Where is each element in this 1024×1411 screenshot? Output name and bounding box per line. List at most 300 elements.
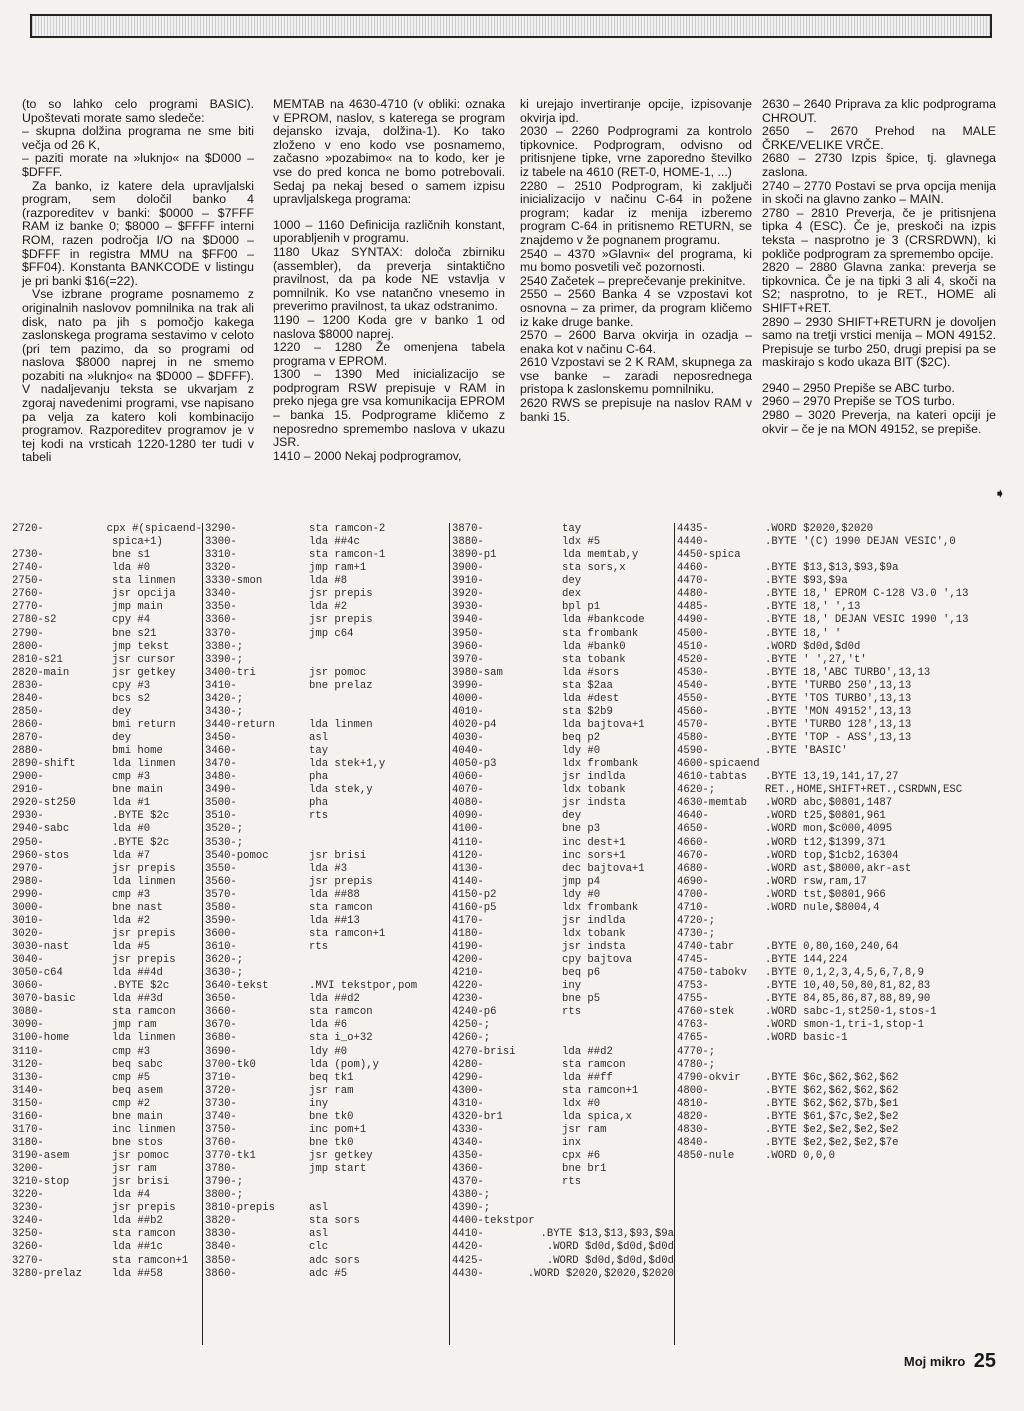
article-column-4 — [762, 98, 996, 436]
instruction: .BYTE 18,' EPROM C-128 V3.0 ',13 — [765, 588, 969, 601]
instruction: lda #bank0 — [562, 640, 626, 653]
article-paragraph: 2610 Vzpostavi se 2 K RAM, skupnega za vse banke – zaradi neposrednega pristopa k zaslonskemu pomnilniku. — [520, 355, 752, 397]
instruction: ldy #0 — [562, 888, 601, 901]
line-number: 3580- — [205, 901, 237, 914]
line-number: 3630-; — [205, 967, 244, 980]
line-number: 4020-p4 — [452, 718, 497, 731]
instruction: pha — [309, 771, 329, 784]
instruction: jsr indlda — [562, 914, 626, 927]
line-number: 3960- — [452, 640, 484, 653]
instruction: tay — [562, 523, 582, 535]
listing-line — [452, 1046, 674, 1059]
line-number: 2980- — [12, 875, 44, 888]
instruction: jsr prepis — [112, 927, 176, 940]
instruction: .WORD top,$1cb2,16304 — [765, 849, 899, 862]
instruction: .WORD rsw,ram,17 — [765, 875, 867, 888]
listing-line — [677, 1006, 982, 1019]
line-number: 2810-s21 — [12, 653, 63, 666]
instruction: ldx tobank — [562, 784, 626, 797]
article-paragraph: 1220 – 1280 Že omenjena tabela programa v EPROM. — [273, 340, 505, 368]
instruction: beq p2 — [562, 732, 601, 744]
listing-line — [677, 823, 982, 836]
listing-line — [12, 523, 202, 536]
line-number: 2760- — [12, 588, 44, 601]
line-number: 3860- — [205, 1267, 237, 1280]
listing-line — [677, 889, 982, 902]
instruction: jsr cursor — [112, 653, 176, 666]
instruction: sta frombank — [562, 627, 639, 640]
listing-line — [205, 837, 449, 850]
instruction: jsr prepis — [112, 1202, 176, 1215]
listing-line — [452, 523, 674, 536]
line-number: 4270-brisi — [452, 1045, 516, 1058]
line-number: 3290- — [205, 523, 237, 535]
listing-line — [12, 641, 202, 654]
instruction: lda #1 — [112, 797, 151, 810]
listing-line — [205, 1006, 449, 1019]
line-number: 4150-p2 — [452, 888, 497, 901]
listing-line — [205, 732, 449, 745]
listing-line — [12, 719, 202, 732]
instruction: jsr ram — [309, 1084, 354, 1097]
listing-line — [205, 706, 449, 719]
page-header-bar — [30, 14, 992, 38]
instruction: beq sabc — [112, 1058, 163, 1071]
listing-line — [12, 915, 202, 928]
listing-line — [205, 1241, 449, 1254]
line-number: 4690- — [677, 875, 709, 888]
line-number: 3130- — [12, 1071, 44, 1084]
line-number: 3790-; — [205, 1176, 244, 1189]
line-number: 3640-tekst — [205, 980, 269, 993]
listing-line — [452, 837, 674, 850]
instruction: ldy #0 — [309, 1045, 348, 1058]
line-number: 4730-; — [677, 927, 716, 940]
article-paragraph: MEMTAB na 4630-4710 (v obliki: oznaka v EPROM, naslov, s katerega se program dejansko izvaja, dolžina-1). Ko tako zloženo v eno kodo vse posnamemo, začasno »pozabimo« na to kodo, ker je vse do pred konca ne bomo potrebovali. Sedaj pa nekaj besed o samem izpisu upravljalskega programa: — [273, 97, 505, 207]
article-paragraph: – skupna dolžina programa ne sme biti večja od 26 K, — [22, 124, 254, 152]
instruction: lda #dest — [562, 692, 620, 705]
listing-line — [12, 954, 202, 967]
line-number: 4435- — [677, 523, 709, 535]
listing-line — [677, 810, 982, 823]
line-number: 4220- — [452, 980, 484, 993]
instruction: iny — [562, 980, 582, 993]
line-number: 3690- — [205, 1045, 237, 1058]
line-number: 3330-smon — [205, 575, 263, 588]
line-number: 4520- — [677, 653, 709, 666]
instruction: .BYTE 18,' DEJAN VESIC 1990 ',13 — [765, 614, 969, 627]
listing-line — [205, 954, 449, 967]
line-number: 3470- — [205, 758, 237, 771]
instruction: lda ##d2 — [562, 1045, 613, 1058]
line-number: 3680- — [205, 1032, 237, 1045]
listing-line — [677, 667, 982, 680]
line-number: 2910- — [12, 784, 44, 797]
listing-line — [677, 1124, 982, 1137]
instruction: bne p5 — [562, 993, 601, 1006]
line-number: 4440- — [677, 536, 709, 549]
listing-line — [677, 980, 982, 993]
line-number: 4100- — [452, 823, 484, 836]
listing-line — [677, 1150, 982, 1163]
instruction: lda #7 — [112, 849, 151, 862]
instruction: .BYTE 'TURBO 128',13,13 — [765, 718, 912, 731]
instruction: .MVI tekstpor,pom — [309, 980, 418, 993]
listing-line — [677, 1019, 982, 1032]
line-number — [12, 536, 112, 549]
instruction: .BYTE $93,$9a — [765, 575, 848, 588]
line-number: 2720- — [12, 523, 44, 535]
article-paragraph: (to so lahko celo programi BASIC). Upoštevati morate samo sledeče: — [22, 97, 254, 125]
instruction: jsr getkey — [112, 666, 176, 679]
listing-line — [677, 601, 982, 614]
line-number: 4070- — [452, 784, 484, 797]
listing-line — [12, 667, 202, 680]
instruction: jsr indsta — [562, 941, 626, 953]
listing-line — [452, 889, 674, 902]
instruction: jmp p4 — [562, 875, 601, 888]
line-number: 3980-sam — [452, 666, 503, 679]
line-number: 4010- — [452, 705, 484, 718]
instruction: cpx #(spicaend- — [106, 523, 202, 535]
instruction: .BYTE ' ',27,'t' — [765, 653, 867, 666]
line-number: 2770- — [12, 601, 44, 614]
instruction: bne stos — [112, 1136, 163, 1149]
listing-line — [452, 863, 674, 876]
instruction: inc sors+1 — [562, 849, 626, 862]
listing-line — [205, 1255, 449, 1268]
listing-line — [12, 1215, 202, 1228]
listing-line — [205, 680, 449, 693]
instruction: lda ##58 — [112, 1267, 163, 1280]
line-number: 3530-; — [205, 836, 244, 849]
instruction: cpx #6 — [562, 1150, 601, 1162]
listing-line — [205, 889, 449, 902]
line-number: 3350- — [205, 601, 237, 614]
instruction: bne br1 — [562, 1163, 607, 1176]
article-paragraph: 2540 Začetek – preprečevanje prekinitve. — [520, 273, 746, 288]
line-number: 4840- — [677, 1136, 709, 1149]
line-number: 3890-p1 — [452, 549, 497, 562]
article-paragraph: 1300 – 1390 Med inicializacijo se podprogram RSW prepisuje v RAM in preko njega gre vsa komunikacija EPROM – banka 15. Podprograme kličemo z neposredno spremembo naslova v ukazu JSR. — [273, 367, 505, 450]
line-number: 4770-; — [677, 1045, 716, 1058]
line-number: 3970- — [452, 653, 484, 666]
line-number: 3060- — [12, 980, 44, 993]
line-number: 2990- — [12, 888, 44, 901]
instruction: lda linmen — [112, 758, 176, 771]
listing-line — [205, 562, 449, 575]
page-footer — [904, 1350, 996, 1373]
instruction: .BYTE 'MON 49152',13,13 — [765, 705, 912, 718]
listing-line — [12, 549, 202, 562]
instruction: dey — [112, 705, 132, 718]
instruction: .WORD $d0d,$d0d,$d0d — [546, 1254, 674, 1267]
listing-line — [677, 654, 982, 667]
line-number: 4050-p3 — [452, 758, 497, 771]
instruction: lda memtab,y — [562, 549, 639, 562]
instruction: sta ramcon+1 — [309, 927, 386, 940]
line-number: 2830- — [12, 679, 44, 692]
article-paragraph: 2550 – 2560 Banka 4 se vzpostavi kot osnovna – za primer, da program kličemo iz kake druge banke. — [520, 287, 752, 329]
instruction: jsr brisi — [112, 1176, 170, 1189]
instruction: dey — [562, 810, 582, 823]
listing-line — [452, 719, 674, 732]
line-number: 4280- — [452, 1058, 484, 1071]
instruction: lda #4 — [112, 1189, 151, 1202]
listing-line — [205, 654, 449, 667]
line-number: 4810- — [677, 1097, 709, 1110]
listing-line — [205, 928, 449, 941]
article-paragraph: 2030 – 2260 Podprogrami za kontrolo tipkovnice. Podprogram, odvisno od pritisnjene tipke, vrne zaporedno številko iz tabele na 4610 (RET-0, HOME-1, ...) — [520, 124, 752, 179]
listing-line — [677, 588, 982, 601]
instruction: .BYTE $61,$7c,$e2,$e2 — [765, 1110, 899, 1123]
line-number: 4570- — [677, 718, 709, 731]
line-number: 3700-tk0 — [205, 1058, 256, 1071]
line-number: 4760-stek — [677, 1006, 735, 1019]
instruction: .BYTE 'TOP - ASS',13,13 — [765, 732, 912, 744]
listing-line — [452, 1268, 674, 1281]
instruction: .WORD $d0d,$d0d — [765, 640, 861, 653]
listing-line — [452, 941, 674, 954]
listing-line — [452, 1098, 674, 1111]
line-number: 3280-prelaz — [12, 1267, 82, 1280]
line-number: 3140- — [12, 1084, 44, 1097]
listing-line — [12, 562, 202, 575]
listing-line — [452, 1255, 674, 1268]
instruction: .BYTE 18,'ABC TURBO',13,13 — [765, 666, 931, 679]
line-number: 4425- — [452, 1254, 484, 1267]
listing-line — [205, 588, 449, 601]
line-number: 3520-; — [205, 823, 244, 836]
listing-line — [12, 1006, 202, 1019]
instruction: lda #5 — [112, 941, 151, 953]
line-number: 4670- — [677, 849, 709, 862]
line-number: 4800- — [677, 1084, 709, 1097]
instruction: sta ramcon — [112, 1006, 176, 1019]
line-number: 2890-shift — [12, 758, 76, 771]
listing-line — [677, 1046, 982, 1059]
listing-line — [205, 810, 449, 823]
line-number: 3870- — [452, 523, 484, 535]
listing-line — [12, 628, 202, 641]
line-number: 3770-tk1 — [205, 1150, 256, 1162]
instruction: ldx #5 — [562, 536, 601, 549]
listing-line — [12, 1098, 202, 1111]
line-number: 3370- — [205, 627, 237, 640]
instruction: jsr prepis — [112, 954, 176, 967]
line-number: 3650- — [205, 993, 237, 1006]
line-number: 2870- — [12, 732, 44, 744]
instruction: lda #0 — [112, 823, 151, 836]
listing-line — [677, 915, 982, 928]
listing-line — [12, 850, 202, 863]
listing-line — [12, 1189, 202, 1202]
instruction: jsr opcija — [112, 588, 176, 601]
listing-line — [12, 575, 202, 588]
instruction: jsr getkey — [309, 1150, 373, 1162]
listing-column-1 — [12, 523, 203, 1345]
line-number: 3430-; — [205, 705, 244, 718]
instruction: .WORD basic-1 — [765, 1032, 848, 1045]
line-number: 2750- — [12, 575, 44, 588]
line-number: 4620-; — [677, 784, 716, 797]
listing-line — [677, 693, 982, 706]
article-paragraph: 2780 – 2810 Preverja, če je pritisnjena tipka 4 (ESC). Če je, preskoči na izpis teksta – nasprotno je 3 (CRSRDWN), ki pokliče podprogram za spremembo opcije. — [762, 205, 996, 261]
instruction: .BYTE 'TOS TURBO',13,13 — [765, 692, 912, 705]
listing-line — [677, 850, 982, 863]
listing-line — [452, 1032, 674, 1045]
listing-column-4 — [677, 523, 982, 1345]
listing-line — [12, 1163, 202, 1176]
instruction: .BYTE 'BASIC' — [765, 745, 848, 758]
line-number: 3490- — [205, 784, 237, 797]
listing-line — [205, 915, 449, 928]
line-number: 4540- — [677, 679, 709, 692]
listing-line — [12, 1059, 202, 1072]
line-number: 3480- — [205, 771, 237, 784]
instruction: lda ##4d — [112, 967, 163, 980]
listing-line — [205, 784, 449, 797]
listing-line — [677, 941, 982, 954]
instruction: sta ramcon-1 — [309, 549, 386, 562]
instruction: ldx frombank — [562, 758, 639, 771]
instruction: asl — [309, 1202, 329, 1215]
line-number: 4590- — [677, 745, 709, 758]
instruction: lda #0 — [112, 562, 151, 575]
listing-line — [452, 601, 674, 614]
instruction: beq tk1 — [309, 1071, 354, 1084]
instruction: lda #sors — [562, 666, 620, 679]
listing-line — [452, 614, 674, 627]
line-number: 3270- — [12, 1254, 44, 1267]
instruction: jsr ram — [112, 1163, 157, 1176]
instruction: cmp #2 — [112, 1097, 151, 1110]
listing-line — [205, 614, 449, 627]
instruction: lda #8 — [309, 575, 348, 588]
listing-line — [12, 1085, 202, 1098]
instruction: sta $2aa — [562, 679, 613, 692]
listing-line — [452, 993, 674, 1006]
line-number: 3050-c64 — [12, 967, 63, 980]
line-number: 4755- — [677, 993, 709, 1006]
instruction: jsr prepis — [309, 614, 373, 627]
listing-line — [12, 732, 202, 745]
line-number: 4120- — [452, 849, 484, 862]
listing-line — [12, 1072, 202, 1085]
line-number: 3750- — [205, 1123, 237, 1136]
line-number: 2970- — [12, 862, 44, 875]
line-number: 3300- — [205, 536, 237, 549]
line-number: 2790- — [12, 627, 44, 640]
line-number: 4430- — [452, 1267, 484, 1280]
listing-line — [12, 614, 202, 627]
line-number: 4460- — [677, 562, 709, 575]
line-number: 3810-prepis — [205, 1202, 275, 1215]
instruction: asl — [309, 1228, 329, 1241]
listing-line — [677, 928, 982, 941]
listing-line — [677, 1098, 982, 1111]
listing-line — [205, 1085, 449, 1098]
line-number: 3710- — [205, 1071, 237, 1084]
line-number: 3000- — [12, 901, 44, 914]
line-number: 3070-basic — [12, 993, 76, 1006]
listing-line — [205, 941, 449, 954]
instruction: .BYTE $62,$62,$7b,$e1 — [765, 1097, 899, 1110]
line-number: 4660- — [677, 836, 709, 849]
listing-line — [205, 1215, 449, 1228]
listing-line — [452, 1072, 674, 1085]
listing-line — [452, 1137, 674, 1150]
instruction: inc linmen — [112, 1123, 176, 1136]
line-number: 3420-; — [205, 692, 244, 705]
line-number: 3550- — [205, 862, 237, 875]
instruction: .WORD mon,$c000,4095 — [765, 823, 893, 836]
listing-line — [12, 1111, 202, 1124]
line-number: 3150- — [12, 1097, 44, 1110]
line-number: 3340- — [205, 588, 237, 601]
line-number: 4450-spica — [677, 549, 741, 562]
listing-line — [205, 1098, 449, 1111]
instruction: dec bajtova+1 — [562, 862, 645, 875]
instruction: cpy #3 — [112, 679, 151, 692]
listing-line — [452, 1215, 674, 1228]
listing-line — [205, 745, 449, 758]
listing-line — [12, 863, 202, 876]
instruction: rts — [309, 810, 329, 823]
line-number: 3100-home — [12, 1032, 70, 1045]
instruction: rts — [562, 1176, 582, 1189]
instruction: bne nast — [112, 901, 163, 914]
listing-line — [677, 784, 982, 797]
article-paragraph: 1000 – 1160 Definicija različnih konstant, uporabljenih v programu. — [273, 217, 505, 246]
listing-line — [12, 588, 202, 601]
line-number: 3040- — [12, 954, 44, 967]
article-paragraph: 2940 – 2950 Prepiše se ABC turbo. — [762, 380, 955, 395]
instruction: inc dest+1 — [562, 836, 626, 849]
listing-line — [205, 1111, 449, 1124]
instruction: lda linmen — [112, 1032, 176, 1045]
line-number: 4200- — [452, 954, 484, 967]
listing-line — [677, 876, 982, 889]
listing-line — [677, 1059, 982, 1072]
line-number: 4420- — [452, 1241, 484, 1254]
instruction: .WORD t12,$1399,371 — [765, 836, 886, 849]
listing-line — [205, 967, 449, 980]
listing-line — [205, 797, 449, 810]
line-number: 3800-; — [205, 1189, 244, 1202]
instruction: sta ramcon — [309, 1006, 373, 1019]
line-number: 2820-main — [12, 666, 70, 679]
magazine-name: Moj mikro — [903, 1354, 966, 1369]
listing-line — [677, 1137, 982, 1150]
listing-line — [452, 1176, 674, 1189]
line-number: 2780-s2 — [12, 614, 57, 627]
article-paragraph: 2680 – 2730 Izpis špice, tj. glavnega zaslona. — [762, 151, 996, 179]
listing-line — [677, 719, 982, 732]
listing-line — [452, 797, 674, 810]
instruction: jmp tekst — [112, 640, 170, 653]
instruction: .BYTE $13,$13,$93,$9a — [540, 1228, 674, 1241]
listing-line — [205, 575, 449, 588]
instruction: lda ##ff — [562, 1071, 613, 1084]
line-number: 4370- — [452, 1176, 484, 1189]
listing-line — [205, 850, 449, 863]
listing-line — [205, 902, 449, 915]
listing-line — [205, 980, 449, 993]
line-number: 2740- — [12, 562, 44, 575]
line-number: 4560- — [677, 705, 709, 718]
line-number: 4510- — [677, 640, 709, 653]
